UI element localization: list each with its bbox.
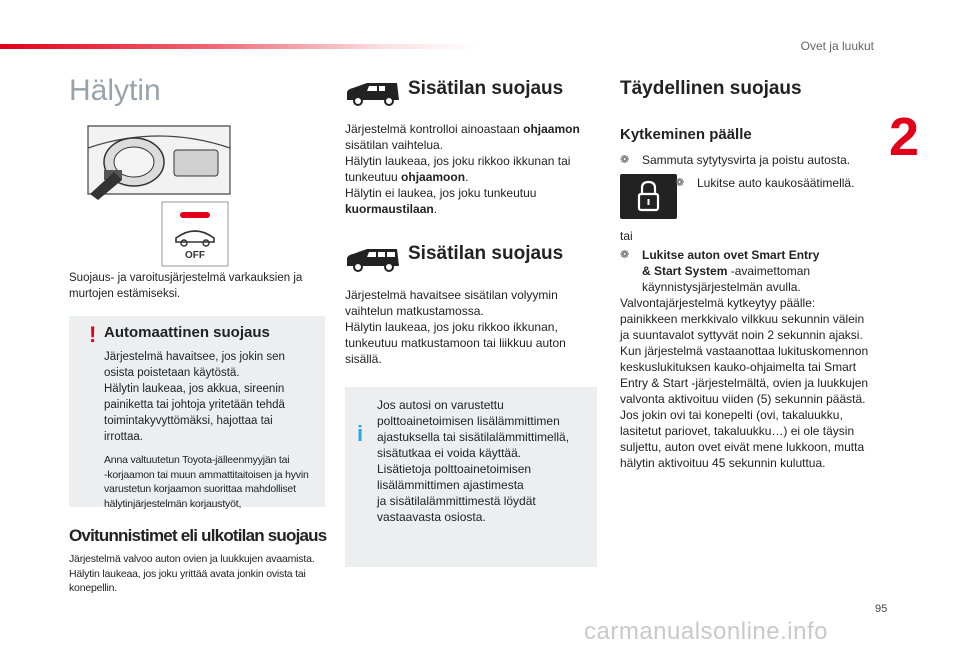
bullet-icon: ❁ (675, 177, 685, 189)
or-text: tai (620, 229, 633, 243)
bullet-icon: ❁ (620, 249, 630, 261)
step-lock-remote: ❁ Lukitse auto kaukosäätimellä. (675, 176, 855, 190)
warning-icon: ! (89, 322, 97, 347)
dashboard-alarm-illustration (84, 120, 234, 268)
full-protection-heading: Täydellinen suojaus (620, 78, 802, 99)
auto-protection-heading: Automaattinen suojaus (104, 324, 270, 341)
alarm-intro: Suojaus- ja varoitusjärjestelmä varkauksien ja murtojen estämiseksi. (69, 272, 303, 300)
warning-box-automatic: ! Automaattinen suojaus Järjestelmä havaitsee, jos jokin sen osista poistetaan käytöstä. Hälytin laukeaa, jos akkua, sireenin painiketta tai johtoja yritetään tehdä toimintakyvyttömäksi, hajottaa tai irrottaa. Anna valtuutetun Toyota-jälleenmyyjän tai -korjaamon tai muun ammattitaitoisen ja hyvin varustetun korjaamon suorittaa mahdolliset hälytinjärjestelmän korjaustyöt, (69, 316, 325, 507)
activation-description: Valvontajärjestelmä kytkeytyy päälle: painikkeen merkkivalo vilkkuu sekunnin välein ja suuntavalot syttyvät noin 2 sekunnin ajaksi. Kun järjestelmä vastaanottaa lukituskomennon keskuslukituksen kauko-ohjaimelta tai Smart Entry & Start -järjestelmältä, ovien ja luukkujen valvonta aktivoituu viiden (5) sekunnin päästä. Jos jokin ovi tai konepelti (ovi, takaluukku, lasitetut pariovet, takaluukku…) ei ole täysin suljettu, auton ovet eivät mene lukkoon, mutta hälytin aktivoituu 45 sekunnin kuluttua. (620, 296, 869, 470)
cab-protection-heading: Sisätilan suojaus (408, 78, 564, 99)
door-sensors-heading: Ovitunnistimet eli ulkotilan suojaus (69, 526, 327, 545)
page-title: Hälytin (69, 74, 161, 107)
auto-protection-note: Anna valtuutetun Toyota-jälleenmyyjän tai -korjaamon tai muun ammattitaitoisen ja hyvin varustetun korjaamon suorittaa mahdolliset hälytinjärjestelmän korjaustyöt, (104, 454, 309, 510)
chapter-number: 2 (889, 107, 920, 167)
van-passenger-icon (345, 246, 401, 272)
page-number: 95 (875, 603, 888, 615)
activation-subheading: Kytkeminen päälle (620, 126, 752, 143)
info-icon: i (357, 421, 364, 446)
watermark: carmanualsonline.info (584, 618, 828, 645)
bullet-icon: ❁ (620, 154, 630, 166)
passenger-protection-heading: Sisätilan suojaus (408, 243, 564, 264)
header-accent-bar (0, 44, 480, 49)
lock-icon (620, 174, 677, 219)
step-ignition-off: ❁ Sammuta sytytysvirta ja poistu autosta. (620, 153, 851, 167)
info-box-heater: i Jos autosi on varustettu polttoainetoimisen lisälämmittimen ajastuksella tai sisätilalämmittimellä, sisätutkaa ei voida käyttää. Lisätietoja polttoainetoimisen lisälämmittimen ajastimesta ja sisätilalämmittimestä löydät vastaavasta osiosta. (345, 387, 597, 567)
section-title: Ovet ja luukut (800, 39, 874, 53)
step-smart-entry: ❁ Lukitse auton ovet Smart Entry & Start System -avaimettoman käynnistysjärjestelmän avulla. (620, 248, 820, 294)
off-label: OFF (185, 250, 205, 261)
van-cab-icon (345, 80, 401, 106)
